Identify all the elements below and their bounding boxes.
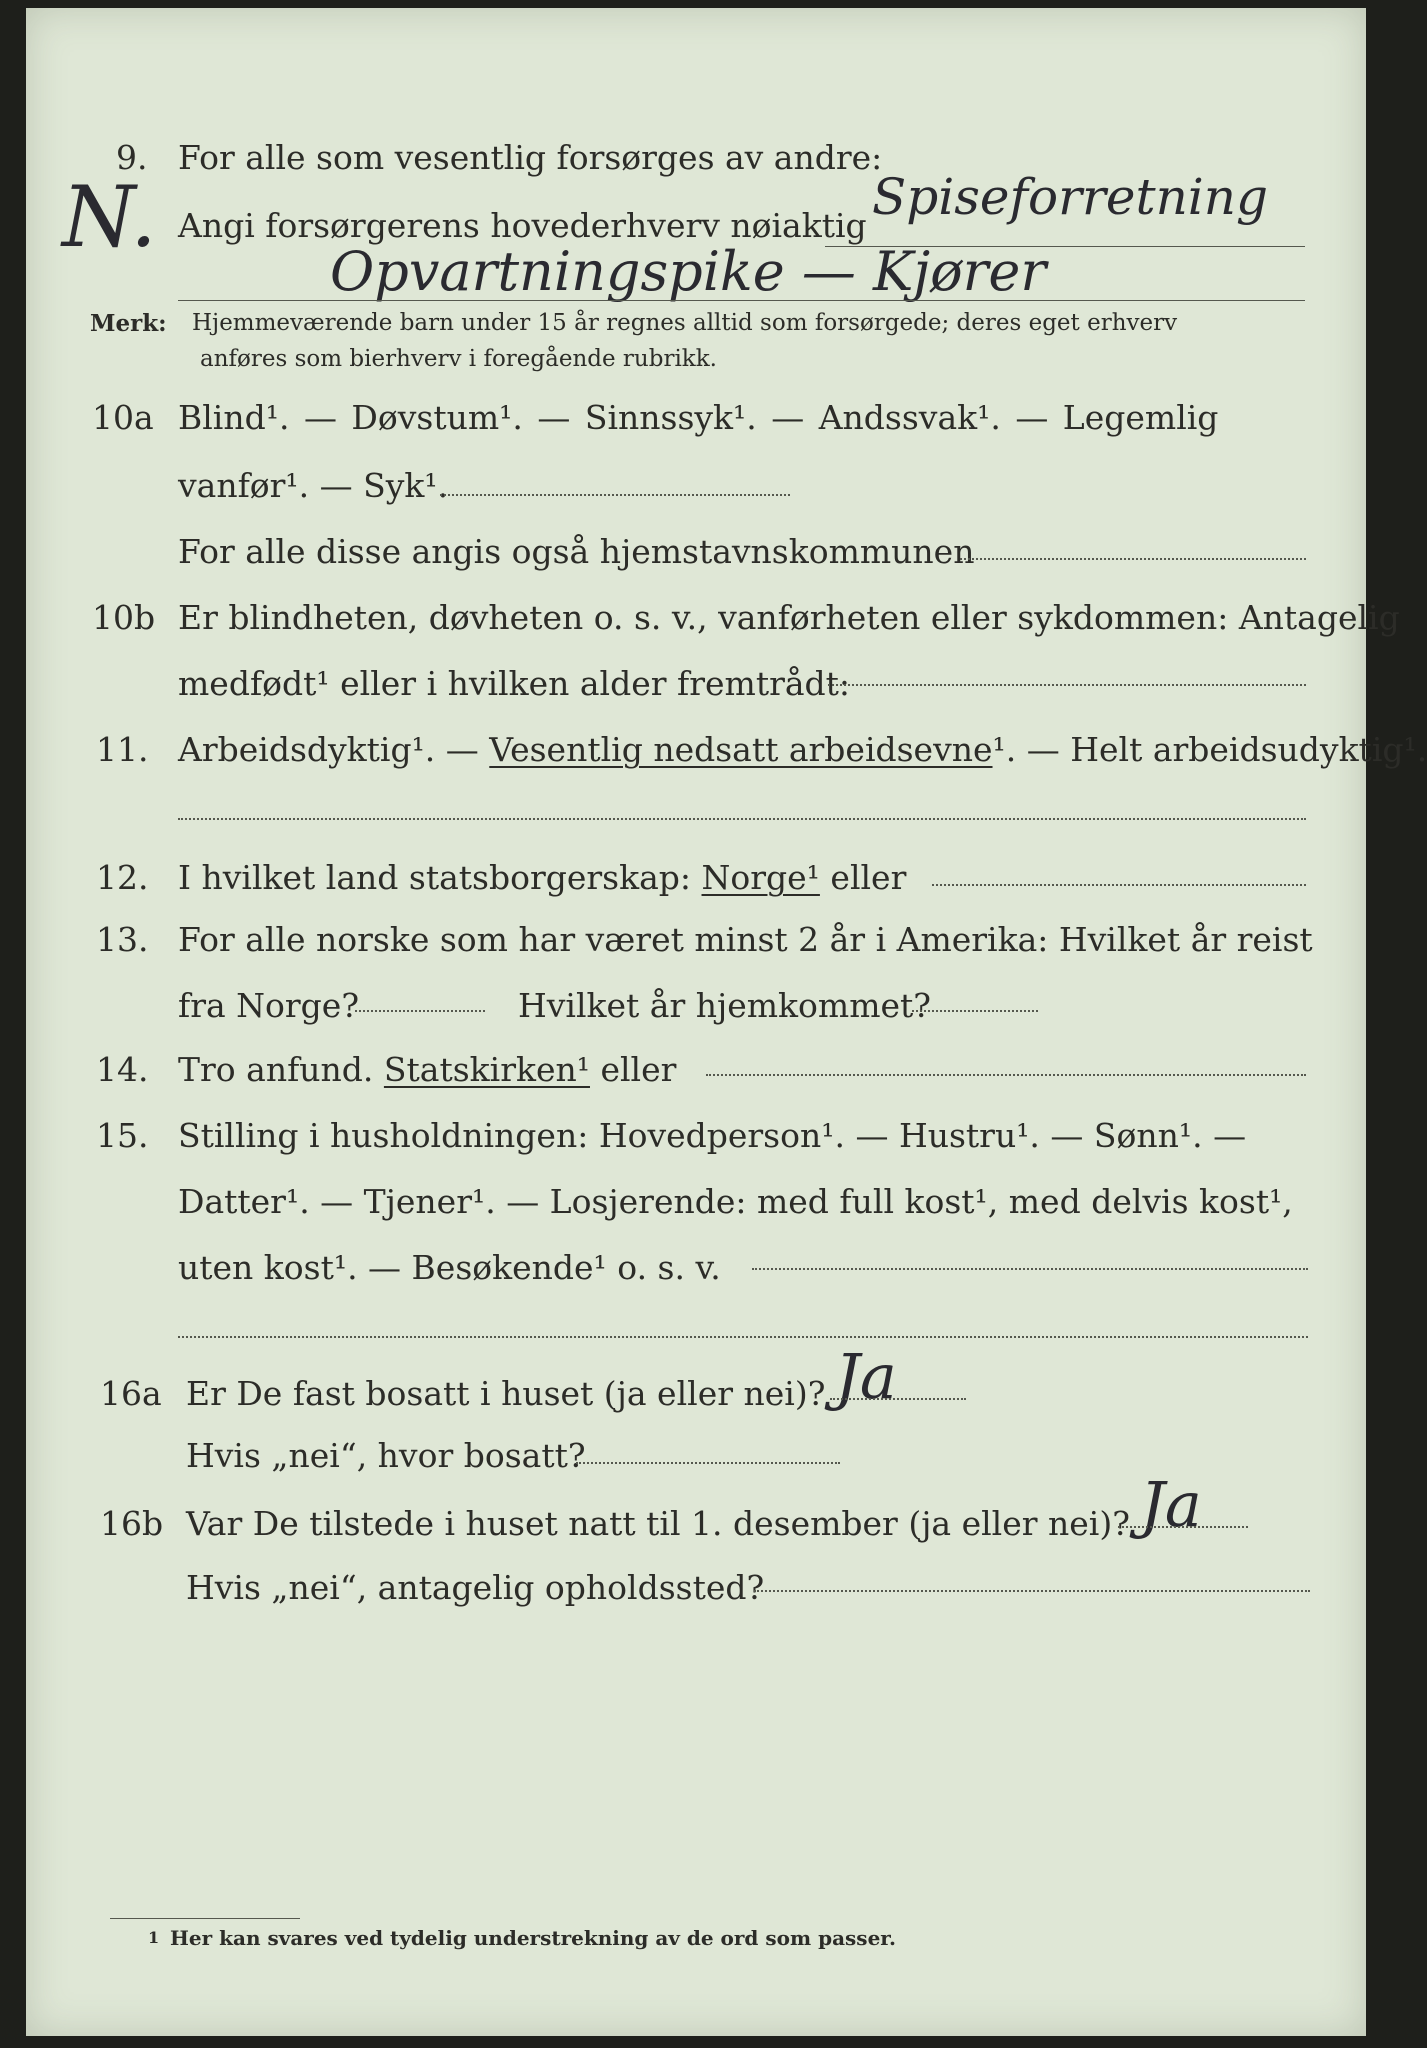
- q15-fill-line-2: [178, 1336, 1308, 1338]
- q16a-fill-line-1: [830, 1398, 966, 1400]
- q16b-line1: Var De tilstede i huset natt til 1. desember (ja eller nei)?: [186, 1504, 1130, 1543]
- q11-post: ¹. — Helt arbeidsudyktig¹.: [992, 730, 1427, 769]
- q12-fill-line: [932, 884, 1306, 886]
- q12-text: [178, 858, 906, 897]
- question-number-10b: 10b: [92, 598, 156, 637]
- q14-post: eller: [589, 1050, 677, 1089]
- q13-line1: For alle norske som har været minst 2 år i Amerika: Hvilket år reist: [178, 920, 1313, 959]
- q14-pre: Tro anfund.: [178, 1050, 384, 1089]
- q9-answer-line-2: [178, 300, 1305, 301]
- merk-label: Merk:: [90, 310, 167, 337]
- q9-handwritten-answer-b: Opvartningspike — Kjører: [330, 240, 1047, 303]
- footnote-separator: [110, 1918, 300, 1919]
- q15-fill-line-1: [752, 1268, 1308, 1270]
- question-number-14: 14.: [96, 1050, 149, 1089]
- q15-line1: Stilling i husholdningen: Hovedperson¹. — Hustru¹. — Sønn¹. —: [178, 1116, 1247, 1155]
- question-number-9: 9.: [116, 138, 148, 177]
- q16a-line1: Er De fast bosatt i huset (ja eller nei)?: [186, 1374, 826, 1413]
- q16b-line2: Hvis „nei“, antagelig opholdssted?: [186, 1568, 765, 1607]
- q10b-fill-line: [828, 684, 1306, 686]
- q13-fill-line-1: [355, 1010, 485, 1012]
- question-number-16a: 16a: [100, 1374, 162, 1413]
- question-number-12: 12.: [96, 858, 149, 897]
- q13-line2b: Hvilket år hjemkommet?: [518, 986, 931, 1025]
- q16b-fill-line-1: [1118, 1526, 1248, 1528]
- footnote-mark: 1: [148, 1928, 160, 1947]
- merk-line1: Hjemmeværende barn under 15 år regnes alltid som forsørgede; deres eget erhverv: [192, 310, 1178, 336]
- q13-line2a: fra Norge?: [178, 986, 360, 1025]
- q12-underlined-answer: Norge¹: [701, 858, 820, 897]
- q16a-fill-line-2: [576, 1462, 840, 1464]
- q9-line2: Angi forsørgerens hovederhverv nøiaktig: [178, 206, 867, 245]
- question-number-11: 11.: [96, 730, 149, 769]
- q10b-line1: Er blindheten, døvheten o. s. v., vanførheten eller sykdommen: Antagelig: [178, 598, 1400, 637]
- q10a-line1: Blind¹. — Døvstum¹. — Sinnssyk¹. — Andssvak¹. — Legemlig: [178, 398, 1219, 437]
- question-number-15: 15.: [96, 1116, 149, 1155]
- q10a-fill-line-2: [960, 558, 1306, 560]
- q15-line3: uten kost¹. — Besøkende¹ o. s. v.: [178, 1248, 721, 1287]
- q10a-line3: For alle disse angis også hjemstavnskommunen: [178, 532, 975, 571]
- q10b-line2: medfødt¹ eller i hvilken alder fremtrådt:: [178, 664, 851, 703]
- q12-post: eller: [819, 858, 907, 897]
- question-number-16b: 16b: [100, 1504, 164, 1543]
- q10a-line2: vanfør¹. — Syk¹.: [178, 466, 449, 505]
- q9-handwritten-answer-a: Spiseforretning: [872, 168, 1268, 226]
- q16a-handwritten-answer: Ja: [835, 1340, 897, 1413]
- q11-text: [178, 730, 1427, 769]
- q16b-handwritten-answer: Ja: [1140, 1468, 1202, 1541]
- footnote-text: Her kan svares ved tydelig understrekning av de ord som passer.: [170, 1926, 896, 1950]
- question-number-13: 13.: [96, 920, 149, 959]
- q11-pre: Arbeidsdyktig¹. —: [178, 730, 490, 769]
- merk-line2: anføres som bierhverv i foregående rubrikk.: [200, 346, 717, 372]
- margin-mark: N.: [62, 168, 157, 266]
- q16a-line2: Hvis „nei“, hvor bosatt?: [186, 1436, 586, 1475]
- q12-pre: I hvilket land statsborgerskap:: [178, 858, 702, 897]
- q10a-fill-line-1: [440, 494, 790, 496]
- q11-fill-line: [178, 818, 1306, 820]
- question-number-10a: 10a: [92, 398, 154, 437]
- q14-underlined-answer: Statskirken¹: [383, 1050, 590, 1089]
- q15-line2: Datter¹. — Tjener¹. — Losjerende: med full kost¹, med delvis kost¹,: [178, 1182, 1293, 1221]
- q9-line1: For alle som vesentlig forsørges av andre:: [178, 138, 883, 177]
- q14-fill-line: [706, 1074, 1306, 1076]
- q16b-fill-line-2: [754, 1590, 1310, 1592]
- q11-underlined-answer: Vesentlig nedsatt arbeidsevne: [489, 730, 993, 769]
- q13-fill-line-2: [912, 1010, 1038, 1012]
- q14-text: [178, 1050, 676, 1089]
